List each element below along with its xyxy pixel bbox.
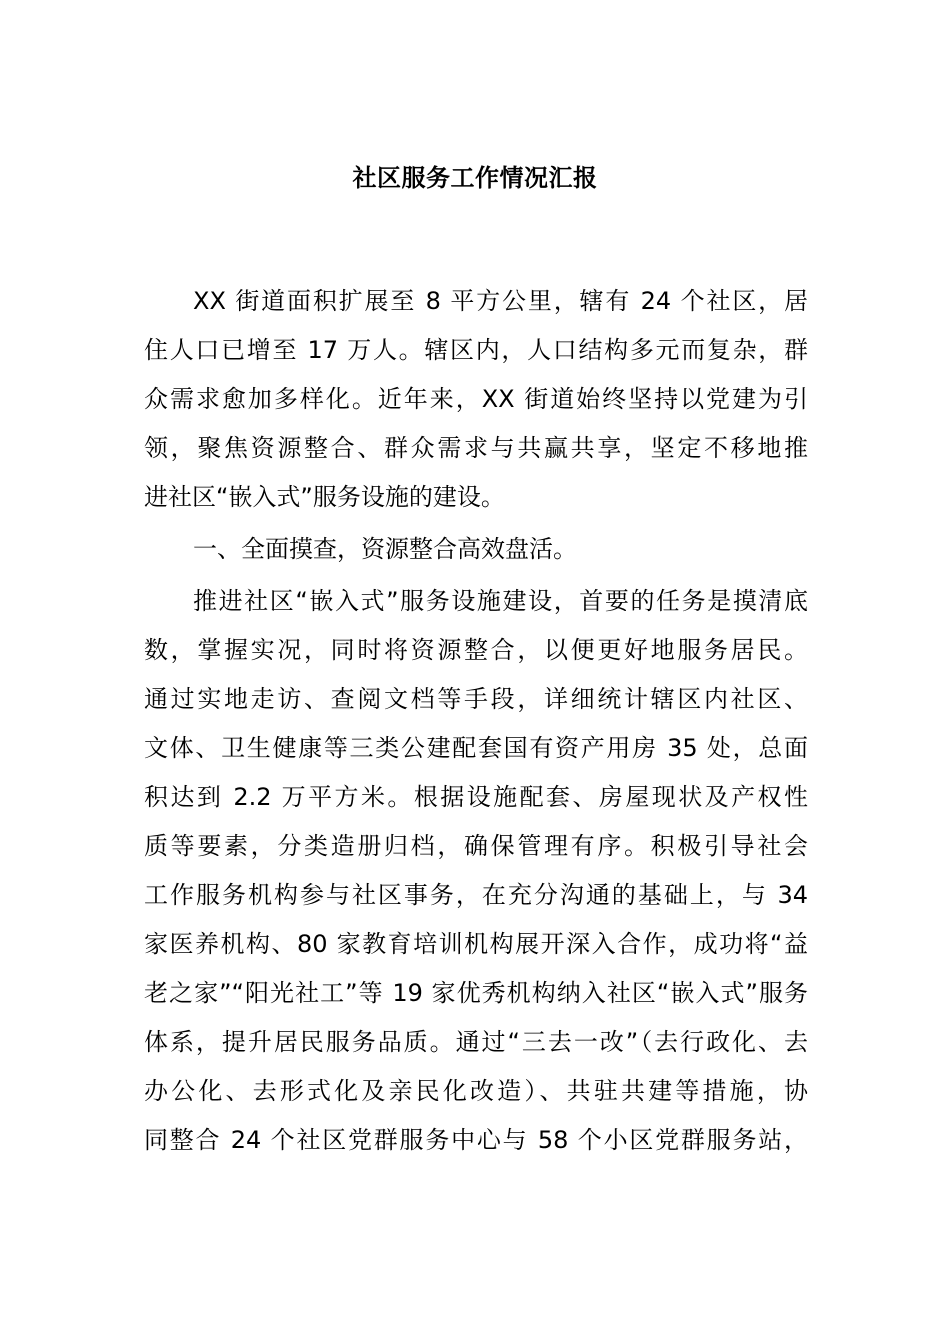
paragraph-2-line: 积达到 2.2 万平方米。根据设施配套、房屋现状及产权性 [144,783,808,811]
paragraph-2-line: 文体、卫生健康等三类公建配套国有资产用房 35 处，总面 [144,734,808,762]
paragraph-2-line: 同整合 24 个社区党群服务中心与 58 个小区党群服务站， [144,1126,808,1154]
paragraph-1-line: 领，聚焦资源整合、群众需求与共赢共享，坚定不移地推 [144,434,808,462]
paragraph-2-line: 工作服务机构参与社区事务，在充分沟通的基础上，与 34 [144,881,808,909]
paragraph-2-line: 推进社区“嵌入式”服务设施建设，首要的任务是摸清底 [193,587,808,615]
paragraph-1-line: 进社区“嵌入式”服务设施的建设。 [144,483,505,511]
document-title: 社区服务工作情况汇报 [352,164,598,192]
paragraph-1-line: 住人口已增至 17 万人。辖区内，人口结构多元而复杂，群 [144,336,808,364]
paragraph-1-line: 众需求愈加多样化。近年来，XX 街道始终坚持以党建为引 [144,385,808,413]
paragraph-2-line: 质等要素，分类造册归档，确保管理有序。积极引导社会 [144,832,808,860]
paragraph-2-line: 体系，提升居民服务品质。通过“三去一改”（去行政化、去 [144,1028,808,1056]
paragraph-2-line: 办公化、去形式化及亲民化改造）、共驻共建等措施，协 [144,1077,808,1105]
paragraph-2-line: 数，掌握实况，同时将资源整合，以便更好地服务居民。 [144,636,808,664]
paragraph-2-line: 家医养机构、80 家教育培训机构展开深入合作，成功将“益 [144,930,808,958]
paragraph-2-line: 老之家”“阳光社工”等 19 家优秀机构纳入社区“嵌入式”服务 [144,979,808,1007]
section-heading-1: 一、全面摸查，资源整合高效盘活。 [193,535,577,563]
paragraph-2-line: 通过实地走访、查阅文档等手段，详细统计辖区内社区、 [144,685,808,713]
paragraph-1-line: XX 街道面积扩展至 8 平方公里，辖有 24 个社区，居 [193,287,808,315]
